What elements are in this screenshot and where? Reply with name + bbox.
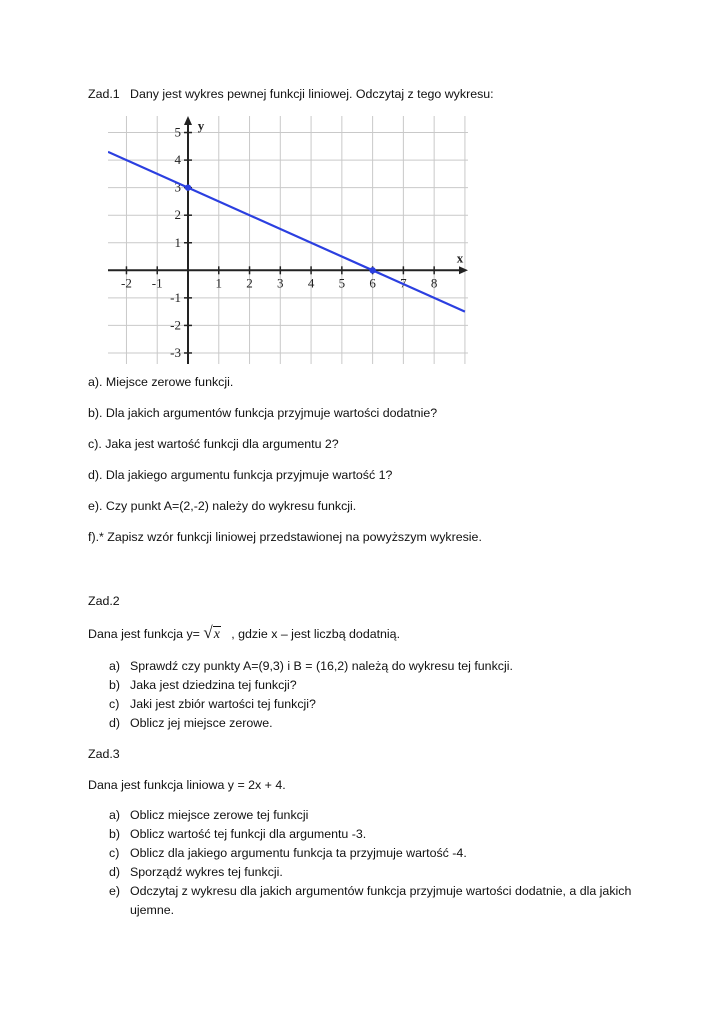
zad1-title: Zad.1: [88, 87, 120, 101]
zad3-list: [88, 806, 631, 920]
zad1-question-f: f).* Zapisz wzór funkcji liniowej przedstawionej na powyższym wykresie.: [88, 530, 482, 544]
list-text: Oblicz miejsce zerowe tej funkcji: [130, 808, 309, 822]
list-marker: a): [109, 808, 121, 822]
y-tick-label: 5: [174, 124, 181, 140]
y-tick-label: 2: [174, 207, 181, 223]
list-text: Sporządź wykres tej funkcji.: [130, 865, 283, 879]
zad2-intro-after: , gdzie x – jest liczbą dodatnią.: [231, 627, 401, 641]
zad1-intro: Dany jest wykres pewnej funkcji liniowej. Odczytaj z tego wykresu:: [130, 87, 494, 101]
list-marker: b): [109, 827, 121, 841]
data-point: [185, 184, 191, 190]
zad2-intro: [88, 625, 400, 642]
list-text: Jaki jest zbiór wartości tej funkcji?: [130, 697, 316, 711]
zad1-question-a: a). Miejsce zerowe funkcji.: [88, 375, 234, 389]
x-tick-label: 4: [307, 275, 315, 291]
zad3-title: Zad.3: [88, 747, 120, 761]
zad1-question-c: c). Jaka jest wartość funkcji dla argumentu 2?: [88, 437, 339, 451]
x-tick-label: -2: [121, 275, 132, 291]
sqrt-expression: [203, 623, 221, 642]
y-tick-label: 4: [174, 152, 181, 168]
linear-function-chart: [108, 116, 468, 364]
list-marker: c): [109, 697, 120, 711]
y-tick-label: -2: [170, 317, 181, 333]
zad2-title: Zad.2: [88, 594, 120, 608]
list-text: ujemne.: [130, 903, 175, 917]
list-marker: b): [109, 678, 121, 692]
list-marker: d): [109, 716, 121, 730]
y-axis-arrow-icon: [184, 116, 192, 125]
list-item: [88, 657, 513, 676]
y-tick-label: -1: [170, 289, 181, 305]
sqrt-variable: x: [213, 627, 220, 642]
list-text: Sprawdź czy punkty A=(9,3) i B = (16,2) należą do wykresu tej funkcji.: [130, 659, 513, 673]
list-item: [88, 676, 513, 695]
zad3-intro: Dana jest funkcja liniowa y = 2x + 4.: [88, 778, 286, 792]
list-text: Oblicz jej miejsce zerowe.: [130, 716, 273, 730]
list-item: [88, 695, 513, 714]
zad2-list: [88, 657, 513, 733]
zad1-question-e: e). Czy punkt A=(2,-2) należy do wykresu funkcji.: [88, 499, 357, 513]
list-item: [88, 844, 631, 863]
zad1-heading: [88, 87, 494, 102]
list-marker: c): [109, 846, 120, 860]
x-tick-label: -1: [151, 275, 163, 291]
data-point: [369, 267, 375, 273]
list-text: Oblicz wartość tej funkcji dla argumentu -3.: [130, 827, 367, 841]
list-marker: d): [109, 865, 121, 879]
list-item: [88, 901, 631, 920]
y-tick-label: 1: [174, 234, 181, 250]
x-tick-label: 7: [400, 275, 407, 291]
zad1-question-d: d). Dla jakiego argumentu funkcja przyjmuje wartość 1?: [88, 468, 393, 482]
list-item: [88, 825, 631, 844]
x-axis-arrow-icon: [459, 266, 468, 274]
list-text: Jaka jest dziedzina tej funkcji?: [130, 678, 297, 692]
zad1-question-b: b). Dla jakich argumentów funkcja przyjmuje wartości dodatnie?: [88, 406, 438, 420]
list-marker: a): [109, 659, 121, 673]
x-tick-label: 1: [215, 275, 223, 291]
list-item: [88, 714, 513, 733]
list-item: [88, 882, 631, 901]
x-tick-label: 6: [369, 275, 376, 291]
list-text: Odczytaj z wykresu dla jakich argumentów funkcja przyjmuje wartości dodatnie, a dla jakich: [130, 884, 632, 898]
x-tick-label: 5: [338, 275, 346, 291]
y-tick-label: 3: [174, 179, 181, 195]
list-text: Oblicz dla jakiego argumentu funkcja ta przyjmuje wartość -4.: [130, 846, 467, 860]
list-item: [88, 863, 631, 882]
list-marker: e): [109, 884, 121, 898]
x-axis-label: x: [456, 250, 464, 266]
y-tick-label: -3: [170, 344, 181, 360]
x-tick-label: 3: [277, 275, 284, 291]
sqrt-symbol: √: [203, 623, 213, 642]
y-axis-label: y: [197, 118, 205, 133]
x-tick-label: 2: [246, 275, 253, 291]
list-item: [88, 806, 631, 825]
zad2-intro-before: Dana jest funkcja y=: [88, 627, 200, 641]
x-tick-label: 8: [430, 275, 438, 291]
